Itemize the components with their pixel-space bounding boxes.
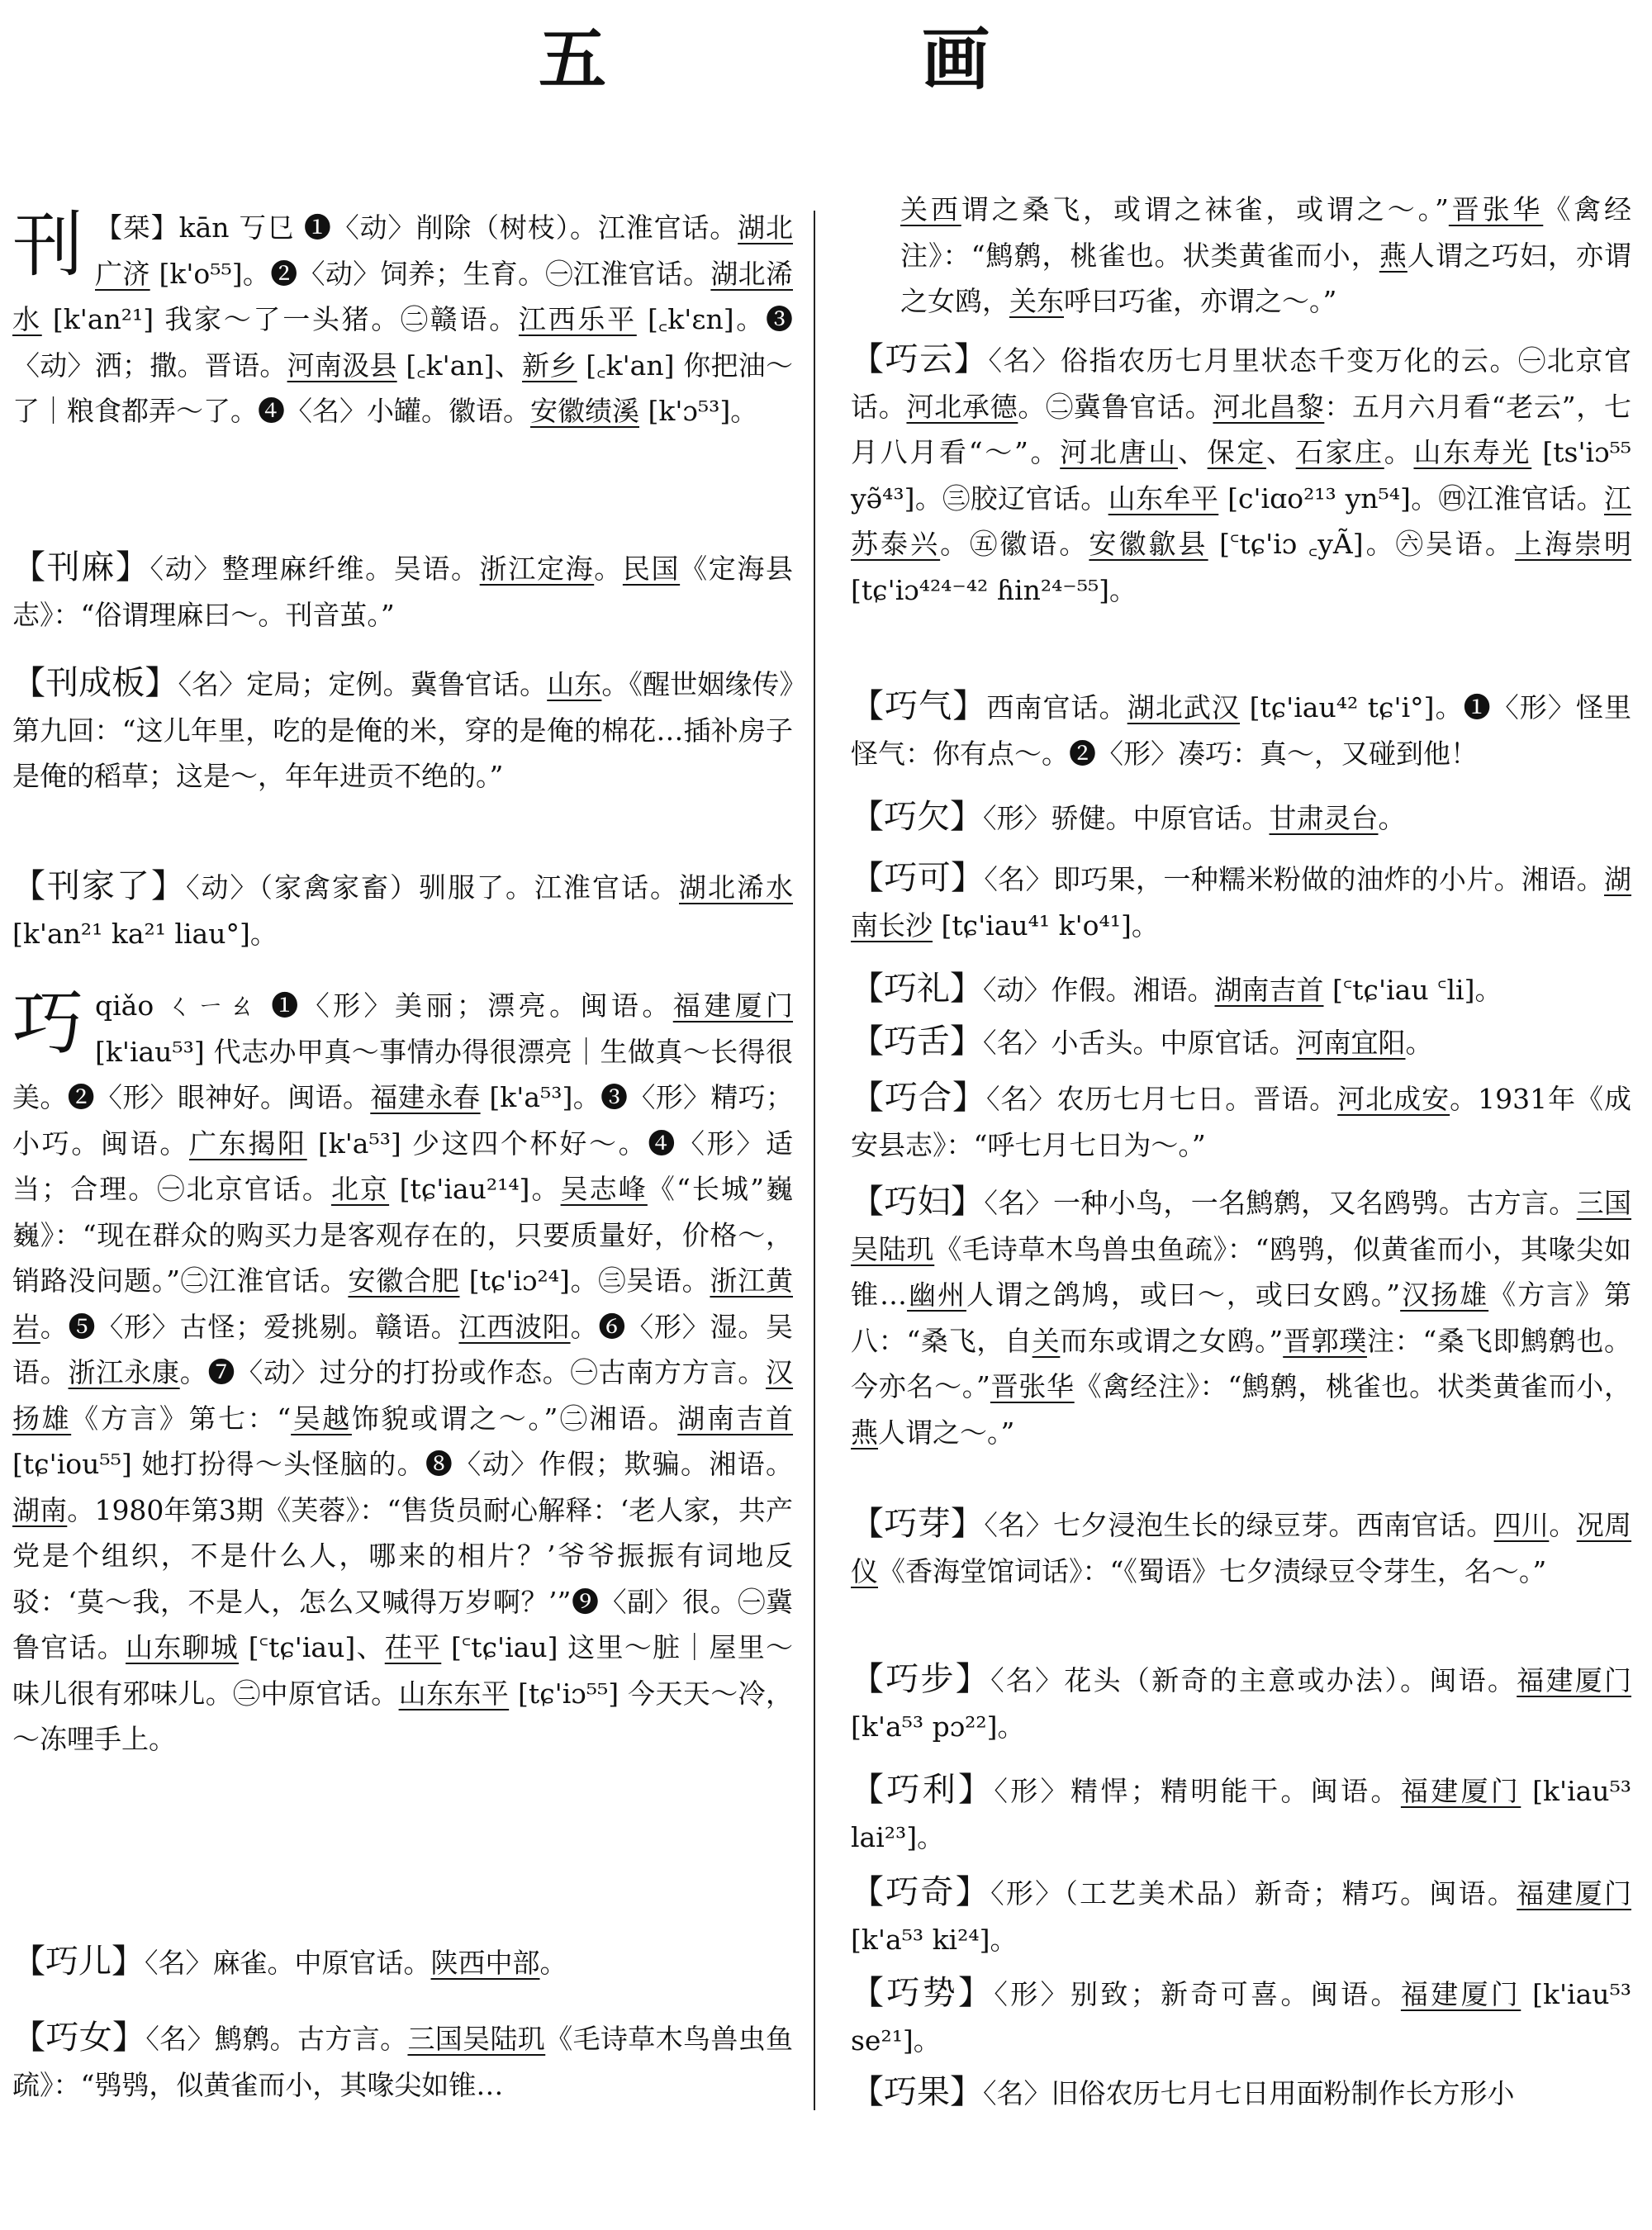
entry-text: 。1931年《成安县志》：“呼七月七日为～。” — [851, 1083, 1632, 1161]
entry-headword: 【巧势】 — [851, 1974, 995, 2012]
author-name: 三国吴陆玑 — [407, 2023, 546, 2055]
entry-text: 注：“桑飞即鹪鹩也。今亦名～。” — [851, 1324, 1632, 1402]
author-name: 汉扬雄 — [1400, 1279, 1489, 1311]
entry-qiao-ya — [851, 1502, 1631, 1594]
place-name: 福建厦门 — [1400, 1775, 1521, 1807]
place-name: 浙江黄岩 — [12, 1264, 793, 1343]
entry-headword: 【刊成板】 — [12, 664, 178, 702]
place-name: 湖南吉首 — [677, 1402, 794, 1435]
place-name: 民国 — [622, 553, 681, 585]
entry-headword: 【巧妇】 — [851, 1183, 985, 1221]
entry-text: [꜂tɕ'iau] 这里～脏｜屋里～味儿很有邪味儿。㊁中原官话。 — [12, 1631, 793, 1710]
place-name: 安徽合肥 — [348, 1264, 460, 1297]
entry-text: 〈名〉麻雀。中原官话。 — [145, 1947, 431, 1979]
entry-text: qiǎo ㄑㄧㄠ ❶〈形〉美丽；漂亮。闽语。 — [95, 989, 673, 1022]
entry-headword: 【巧步】 — [851, 1660, 991, 1698]
entry-headword: 【巧果】 — [851, 2073, 983, 2111]
place-name: 北京 — [330, 1173, 390, 1205]
entry-text: 。 — [539, 1947, 567, 1979]
place-name: 福建厦门 — [1517, 1877, 1632, 1910]
entry-text: [k'o⁵⁵]。❷〈动〉饲养；生育。㊀江淮官话。 — [150, 257, 711, 290]
entry-kan-ma — [12, 545, 793, 638]
entry-text: 《香海堂馆词话》：“《蜀语》七夕渍绿豆令芽生，名～。” — [878, 1554, 1547, 1587]
entry-text: 〈形〉别致；新奇可喜。闽语。 — [994, 1978, 1401, 2010]
entry-headword: 【巧奇】 — [851, 1873, 991, 1911]
place-name: 湖北浠水 — [12, 257, 793, 335]
entry-text: [k'an²¹] 我家～了一头猪。㊁赣语。 — [41, 303, 519, 335]
place-name: 甘肃灵台 — [1269, 802, 1379, 834]
entry-text: 。1980年第3期《芙蓉》：“售货员耐心解释：‘老人家，共产党是个组织，不是什么人，哪来的相片？’爷爷振振有词地反驳：‘莫～我，不是人，怎么又喊得万岁啊？’”❾〈副〉很。㊀冀鲁官话。 — [12, 1493, 793, 1663]
entry-text: 《定海县志》：“俗谓理麻曰～。刊音茧。” — [12, 553, 794, 631]
entry-text: 呼曰巧雀，亦谓之～。” — [1064, 285, 1337, 317]
place-name: 山东寿光 — [1413, 436, 1532, 468]
place-name: 关西 — [900, 193, 961, 225]
place-name: 福建厦门 — [1400, 1978, 1521, 2010]
entry-text: 。㊁冀鲁官话。 — [1018, 390, 1213, 423]
entry-text: 《禽经注》：“鹪鹩，桃雀也。状类黄雀而小， — [900, 193, 1631, 272]
place-name: 浙江定海 — [479, 553, 595, 585]
entry-headword: 【巧可】 — [851, 859, 985, 897]
author-name: 三国吴陆玑 — [851, 1187, 1632, 1265]
place-name: 上海崇明 — [1514, 528, 1632, 560]
place-name: 河北成安 — [1337, 1083, 1450, 1115]
place-name: 河南汲县 — [287, 349, 397, 382]
place-name: 江西波阳 — [458, 1310, 571, 1343]
entry-text: 。 — [1384, 436, 1414, 468]
place-name: 山东东平 — [398, 1677, 510, 1710]
column-divider — [814, 211, 815, 2110]
entry-text: 人谓之～。” — [878, 1416, 1015, 1449]
entry-headword: 【巧礼】 — [851, 970, 983, 1008]
entry-headword: 【巧芽】 — [851, 1505, 985, 1543]
entry-qiao-nv-continued — [900, 187, 1631, 325]
entry-text: 。 — [1378, 802, 1406, 834]
entry-text: [k'ɔ⁵³]。 — [639, 395, 758, 427]
place-name: 湖南 — [12, 1493, 68, 1526]
entry-text: 〈名〉鹪鹩。古方言。 — [145, 2023, 408, 2055]
entry-text: 而东或谓之女鸥。” — [1060, 1324, 1284, 1357]
place-name: 山东聊城 — [126, 1631, 240, 1663]
entry-text: 人谓之巧妇，亦谓之女鸥， — [900, 239, 1632, 317]
entry-text: 【栞】kān 丂㔾 ❶〈动〉削除（树枝）。江淮官话。 — [95, 211, 738, 244]
place-name: 浙江永康 — [68, 1356, 180, 1388]
place-name: 福建厦门 — [1517, 1664, 1632, 1696]
entry-text: 。❻〈形〉湿。吴语。 — [12, 1310, 794, 1388]
author-name: 吴志峰 — [560, 1173, 648, 1205]
entry-text: [k'iau⁵³ se²¹]。 — [851, 1978, 1632, 2057]
entry-text: [k'a⁵³] 少这四个杯好～。❹〈形〉适当；合理。㊀北京官话。 — [12, 1127, 794, 1205]
entry-text: [tɕ'iɔ⁴²⁴⁻⁴² ɦin²⁴⁻⁵⁵]。 — [851, 573, 1137, 606]
entry-qiao-shi — [851, 1971, 1631, 2063]
place-name: 陕西中部 — [430, 1947, 540, 1979]
entry-text: 。 — [1405, 1027, 1433, 1059]
place-name: 茌平 — [384, 1631, 442, 1663]
entry-headword: 【巧女】 — [12, 2019, 146, 2057]
place-name: 山东牟平 — [1108, 482, 1219, 515]
entry-qiao-yun — [851, 337, 1631, 613]
entry-headword: 【巧舌】 — [851, 1022, 983, 1060]
entry-qiao-nv — [12, 2015, 793, 2108]
entry-text: 。㊄徽语。 — [940, 528, 1089, 560]
place-name: 保定 — [1207, 436, 1267, 468]
entry-text: 〈形〉（工艺美术品）新奇；精巧。闽语。 — [990, 1877, 1517, 1910]
entry-text: [tɕ'iau⁴¹ k'o⁴¹]。 — [933, 909, 1159, 942]
entry-text: 、 — [1177, 436, 1208, 468]
entry-qiao — [12, 983, 793, 1763]
entry-headword: 【巧利】 — [851, 1771, 995, 1809]
entry-text: [c'iɑo²¹³ yn⁵⁴]。㊃江淮官话。 — [1218, 482, 1605, 515]
entry-text: 〈名〉一种小鸟，一名鹪鹩，又名鸥鸮。古方言。 — [984, 1187, 1577, 1219]
place-name: 江西乐平 — [518, 303, 637, 335]
place-name: 湖南长沙 — [851, 863, 1632, 942]
entry-kan-cheng-ban — [12, 661, 793, 799]
entry-text: 〈名〉即巧果，一种糯米粉做的油炸的小片。湘语。 — [984, 863, 1605, 895]
entry-text: 〈名〉小舌头。中原官话。 — [983, 1027, 1297, 1059]
place-name: 四川 — [1493, 1509, 1550, 1541]
place-name: 燕 — [1379, 239, 1408, 272]
entry-headword: 【巧合】 — [851, 1079, 986, 1117]
place-name: 新乡 — [522, 349, 577, 382]
entry-text: [꜀k'an]、 — [396, 349, 523, 382]
place-name: 广东揭阳 — [189, 1127, 307, 1160]
entry-text: [tɕ'iɔ⁵⁵] 今天天～冷，～冻哩手上。 — [12, 1677, 793, 1755]
entry-qiao-li — [851, 966, 1631, 1013]
place-name: 吴越 — [291, 1402, 352, 1435]
author-name: 晋郭璞 — [1283, 1324, 1367, 1357]
entry-headword: 【巧欠】 — [851, 798, 983, 836]
entry-text: 谓之桑飞，或谓之袜雀，或谓之～。” — [961, 193, 1449, 225]
entry-text: 《“长城”巍巍》：“现在群众的购买力是客观存在的，只要质量好，价格～，销路没问题。”㊁江淮官话。 — [12, 1173, 794, 1297]
entry-qiao-er — [12, 1939, 793, 1986]
place-name: 湖北武汉 — [1127, 691, 1240, 724]
place-name: 安徽歙县 — [1089, 528, 1208, 560]
place-name: 石家庄 — [1295, 436, 1384, 468]
author-name: 汉扬雄 — [12, 1356, 794, 1435]
author-name: 晋张华 — [1448, 193, 1544, 225]
entry-headword: 【巧儿】 — [12, 1943, 145, 1981]
entry-text: 《方言》第八：“桑飞，自 — [851, 1279, 1632, 1357]
entry-text: 。 — [594, 553, 623, 585]
place-name: 幽州 — [907, 1279, 966, 1311]
place-name: 湖北浠水 — [679, 871, 793, 904]
entry-qiao-bu — [851, 1657, 1631, 1749]
entry-qiao-qian — [851, 795, 1631, 842]
entry-text: [꜂tɕ'iau]、 — [239, 1631, 385, 1663]
entry-qiao-he — [851, 1075, 1631, 1168]
entry-text: [tɕ'iau⁴² tɕ'i°]。❶〈形〉怪里怪气：你有点～。❷〈形〉凑巧：真～，又碰到他！ — [851, 691, 1632, 770]
entry-text: [tɕ'iou⁵⁵] 她打扮得～头怪脑的。❽〈动〉作假；欺骗。湘语。 — [12, 1448, 793, 1480]
entry-text: [tɕ'iau²¹⁴]。 — [389, 1173, 561, 1205]
place-name: 河北昌黎 — [1213, 390, 1325, 423]
place-name: 河南宜阳 — [1296, 1027, 1406, 1059]
head-character: 刊 — [12, 204, 83, 287]
entry-text: [tɕ'iɔ²⁴]。㊂吴语。 — [459, 1264, 710, 1297]
entry-text: 〈形〉精悍；精明能干。闽语。 — [994, 1775, 1401, 1807]
author-name: 晋张华 — [990, 1370, 1075, 1402]
entry-qiao-she — [851, 1019, 1631, 1066]
entry-text: [k'a⁵³ ki²⁴]。 — [851, 1923, 1018, 1956]
entry-headword: 【刊麻】 — [12, 548, 150, 586]
place-name: 福建厦门 — [672, 989, 794, 1022]
entry-kan — [12, 205, 793, 434]
place-name: 山东 — [547, 668, 602, 700]
entry-text: 〈形〉骄健。中原官话。 — [983, 802, 1270, 834]
place-name: 福建永春 — [370, 1081, 481, 1113]
entry-text: 《毛诗草木鸟兽虫鱼疏》：“鸮鸮，似黄雀而小，其喙尖如锥… — [12, 2023, 794, 2101]
entry-text: ：五月六月看“老云”，七月八月看“～”。 — [851, 390, 1632, 468]
place-name: 安徽绩溪 — [530, 395, 639, 427]
entry-text: 〈名〉七夕浸泡生长的绿豆芽。西南官话。 — [984, 1509, 1494, 1541]
place-name: 燕 — [851, 1416, 878, 1449]
place-name: 关 — [1032, 1324, 1061, 1357]
entry-headword: 【巧气】 — [851, 687, 987, 725]
place-name: 关东 — [1009, 285, 1064, 317]
entry-text: 、 — [1266, 436, 1296, 468]
entry-qiao-li-2 — [851, 1767, 1631, 1860]
entry-text: 《禽经注》：“鹪鹩，桃雀也。状类黄雀而小， — [1074, 1370, 1632, 1402]
place-name: 湖北广济 — [95, 211, 793, 290]
entry-text: 〈名〉俗指农历七月里状态千变万化的云。㊀北京官话。 — [851, 344, 1632, 423]
entry-text: 《方言》第七：“ — [71, 1402, 292, 1435]
entry-headword: 【巧云】 — [851, 340, 989, 378]
entry-qiao-fu — [851, 1179, 1631, 1455]
entry-text: 〈动〉作假。湘语。 — [983, 974, 1215, 1006]
entry-qiao-ke — [851, 856, 1631, 948]
place-name: 河北唐山 — [1060, 436, 1178, 468]
entry-text: [ts'iɔ⁵⁵ yə̃⁴³]。㊂胶辽官话。 — [851, 436, 1632, 515]
place-name: 河北承德 — [906, 390, 1018, 423]
entry-text: 〈名〉旧俗农历七月七日用面粉制作长方形小 — [983, 2077, 1515, 2109]
entry-text: [꜀k'an] 你把油～了｜粮食都弄～了。❹〈名〉小罐。徽语。 — [12, 349, 793, 427]
entry-text: 。《醒世姻缘传》第九回：“这儿年里，吃的是俺的米，穿的是俺的棉花…插补房子是俺的稻草；这是～，年年进贡不绝的。” — [12, 668, 794, 792]
entry-text: [k'a⁵³]。❸〈形〉精巧；小巧。闽语。 — [12, 1081, 794, 1160]
entry-text: 〈动〉整理麻纤维。吴语。 — [150, 553, 480, 585]
entry-text: 〈动〉（家禽家畜）驯服了。江淮官话。 — [186, 871, 679, 904]
head-character: 巧 — [12, 982, 83, 1065]
entry-text: [꜀k'ɛn]。❸〈动〉洒；撒。晋语。 — [12, 303, 794, 382]
place-name: 湖南吉首 — [1214, 974, 1324, 1006]
entry-text: [k'a⁵³ pɔ²²]。 — [851, 1710, 1025, 1743]
entry-text: 。❼〈动〉过分的打扮或作态。㊀古南方方言。 — [179, 1356, 767, 1388]
entry-text: [꜂tɕ'iau ꜂li]。 — [1323, 974, 1502, 1006]
entry-text: 〈名〉农历七月七日。晋语。 — [985, 1083, 1338, 1115]
entry-text: 饰貌或谓之～。”㊁湘语。 — [351, 1402, 678, 1435]
entry-text: 。❺〈形〉古怪；爱挑剔。赣语。 — [40, 1310, 459, 1343]
entry-text: [k'iau⁵³] 代志办甲真～事情办得很漂亮｜生做真～长得很美。❷〈形〉眼神好。闽语。 — [12, 1035, 793, 1113]
author-name: 况周仪 — [851, 1509, 1632, 1587]
entry-text: [k'an²¹ ka²¹ liau°]。 — [12, 917, 278, 950]
entry-text: [k'iau⁵³ lai²³]。 — [851, 1775, 1632, 1853]
entry-text: 西南官话。 — [986, 691, 1127, 724]
entry-text: 人谓之鸽鸠，或曰～，或曰女鸥。” — [966, 1279, 1401, 1311]
entry-text: 《毛诗草木鸟兽虫鱼疏》：“鸥鸮，似黄雀而小，其喙尖如锥… — [851, 1232, 1632, 1311]
entry-text: 〈名〉花头（新奇的主意或办法）。闽语。 — [990, 1664, 1517, 1696]
entry-qiao-qi-2 — [851, 1870, 1631, 1962]
entry-qiao-guo — [851, 2070, 1631, 2117]
entry-text: 〈名〉定局；定例。冀鲁官话。 — [178, 668, 548, 700]
page-title: 五 画 — [538, 21, 1113, 99]
entry-text: [꜂tɕ'iɔ ꜀yÃ]。㊅吴语。 — [1208, 528, 1515, 560]
place-name: 江苏泰兴 — [851, 482, 1632, 560]
entry-kan-jia-le — [12, 864, 793, 956]
entry-headword: 【刊家了】 — [12, 867, 186, 905]
entry-qiao-qi — [851, 684, 1631, 776]
entry-text: 。 — [1549, 1509, 1577, 1541]
